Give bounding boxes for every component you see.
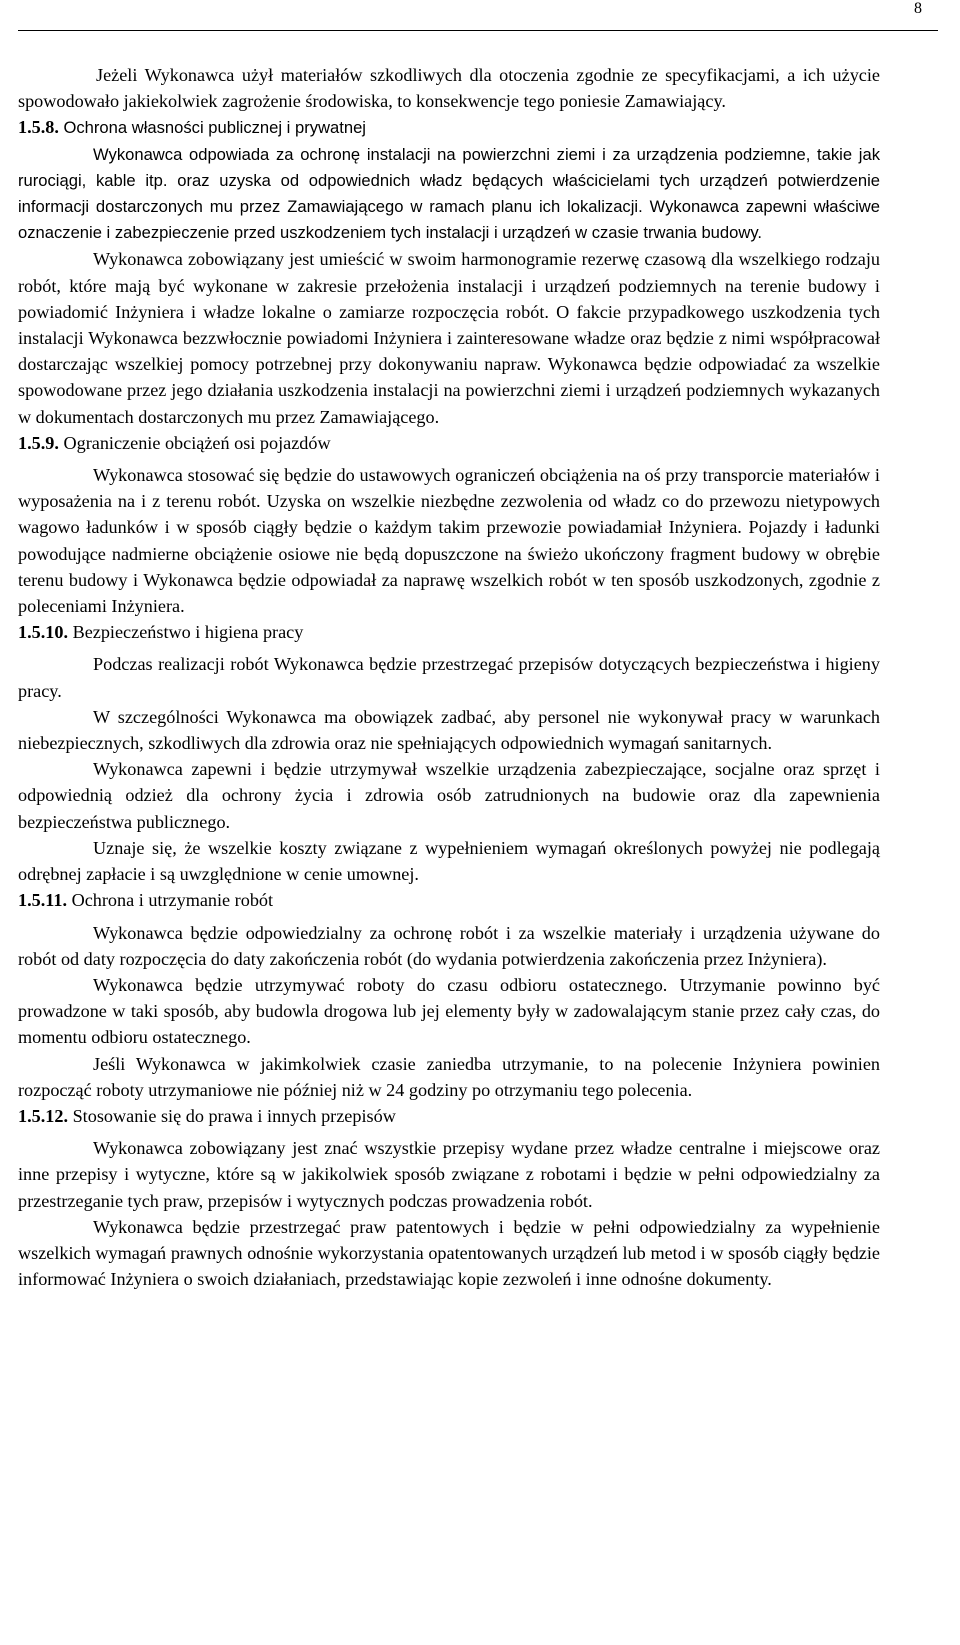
body-paragraph: Wykonawca będzie przestrzegać praw patentowych i będzie w pełni odpowiedzialny za wypełnienie wszelkich wymagań prawnych odnośnie wykorzystania opatentowanych urządzeń lub metod i w sposób ciągły będzie informować Inżyniera o swoich działaniach, przedstawiając kopie zezwoleń i inne odnośne dokumenty.	[18, 1216, 880, 1290]
section-number: 1.5.9.	[18, 432, 59, 453]
section-1-5-9	[18, 430, 880, 619]
intro-paragraph: Jeżeli Wykonawca użył materiałów szkodliwych dla otoczenia zgodnie ze specyfikacjami, a ich użycie spowodowało jakiekolwiek zagrożenie środowiska, to konsekwencje tego poniesie Zamawiający.	[18, 65, 880, 112]
body-paragraph: Jeśli Wykonawca w jakimkolwiek czasie zaniedba utrzymanie, to na polecenie Inżyniera powinien rozpocząć roboty utrzymaniowe nie później niż w 24 godziny po otrzymaniu tego polecenia.	[18, 1053, 880, 1100]
section-1-5-10	[18, 619, 880, 887]
section-1-5-8	[18, 114, 880, 429]
section-heading	[18, 887, 880, 913]
section-heading	[18, 430, 880, 456]
body-paragraph: Wykonawca będzie odpowiedzialny za ochronę robót i za wszelkie materiały i urządzenia używane do robót od daty rozpoczęcia do daty zakończenia robót (do wydania potwierdzenia zakończenia przez Inżyniera).	[18, 922, 880, 969]
header-rule	[18, 30, 938, 31]
body-paragraph: Uznaje się, że wszelkie koszty związane z wypełnieniem wymagań określonych powyżej nie podlegają odrębnej zapłacie i są uwzględnione w cenie umownej.	[18, 837, 880, 885]
section-heading	[18, 1103, 880, 1129]
body-paragraph: Wykonawca zobowiązany jest znać wszystkie przepisy wydane przez władze centralne i miejscowe oraz inne przepisy i wytyczne, które są w jakikolwiek sposób związane z robotami i będzie w pełni odpowiedzialny za przestrzeganie tych praw, przepisów i wytycznych podczas prowadzenia robót.	[18, 1138, 880, 1211]
section-title: Ograniczenie obciążeń osi pojazdów	[63, 432, 331, 453]
section-number: 1.5.8.	[18, 117, 59, 138]
page-number: 8	[914, 0, 922, 17]
section-1-5-11	[18, 887, 880, 1103]
section-title: Stosowanie się do prawa i innych przepisów	[72, 1105, 396, 1126]
body-paragraph: Podczas realizacji robót Wykonawca będzie przestrzegać przepisów dotyczących bezpieczeństwa i higieny pracy.	[18, 654, 880, 701]
section-title: Ochrona własności publicznej i prywatnej	[63, 118, 366, 138]
section-1-5-12	[18, 1103, 880, 1292]
body-paragraph: Wykonawca będzie utrzymywać roboty do czasu odbioru ostatecznego. Utrzymanie powinno być prowadzone w taki sposób, aby budowla drogowa lub jej elementy były w zadowalającym stanie przez cały czas, do momentu odbioru ostatecznego.	[18, 974, 880, 1048]
body-paragraph: Wykonawca stosować się będzie do ustawowych ograniczeń obciążenia na oś przy transporcie materiałów i wyposażenia na i z terenu robót. Uzyska on wszelkie niezbędne zezwolenia od władz co do przewozu nietypowych wagowo ładunków i w sposób ciągły będzie o każdym takim przewozie powiadamiał Inżyniera. Pojazdy i ładunki powodujące nadmierne obciążenie osiowe nie będą dopuszczone na świeżo ukończony fragment budowy w obrębie terenu budowy i Wykonawca będzie odpowiadał za naprawę wszelkich robót w ten sposób uszkodzonych, zgodnie z poleceniami Inżyniera.	[18, 465, 880, 617]
body-paragraph: W szczególności Wykonawca ma obowiązek zadbać, aby personel nie wykonywał pracy w warunkach niebezpiecznych, szkodliwych dla zdrowia oraz nie spełniających odpowiednich wymagań sanitarnych.	[18, 706, 880, 754]
section-number: 1.5.10.	[18, 622, 69, 643]
section-heading	[18, 619, 880, 645]
section-number: 1.5.12.	[18, 1105, 69, 1126]
section-heading	[18, 114, 880, 141]
section-title: Bezpieczeństwo i higiena pracy	[72, 622, 304, 643]
body-paragraph: Wykonawca zobowiązany jest umieścić w swoim harmonogramie rezerwę czasową dla wszelkiego rodzaju robót, które mają być wykonane w zakresie przełożenia instalacji i urządzeń podziemnych na terenie budowy i powiadomić Inżyniera i władze lokalne o zamiarze rozpoczęcia robót. O fakcie przypadkowego uszkodzenia tych instalacji Wykonawca bezzwłocznie powiadomi Inżyniera i zainteresowane władze oraz będzie z nimi współpracował dostarczając wszelkiej pomocy potrzebnej przy dokonywaniu napraw. Wykonawca będzie odpowiadać za wszelkie spowodowane przez jego działania uszkodzenia instalacji na powierzchni ziemi i urządzeń podziemnych wykazanych w dokumentach dostarczonych mu przez Zamawiającego.	[18, 249, 880, 427]
body-paragraph: Wykonawca odpowiada za ochronę instalacji na powierzchni ziemi i za urządzenia podziemne, takie jak rurociągi, kable itp. oraz uzyska od odpowiednich władz będących właścicielami tych urządzeń potwierdzenie informacji dostarczonych mu przez Zamawiającego w ramach planu ich lokalizacji. Wykonawca zapewni właściwe oznaczenie i zabezpieczenie przed uszkodzeniem tych instalacji i urządzeń w czasie trwania budowy.	[18, 144, 880, 243]
section-number: 1.5.11.	[18, 890, 68, 911]
body-paragraph: Wykonawca zapewni i będzie utrzymywał wszelkie urządzenia zabezpieczające, socjalne oraz sprzęt i odpowiednią odzież dla ochrony życia i zdrowia osób zatrudnionych na budowie oraz dla zapewnienia bezpieczeństwa publicznego.	[18, 759, 880, 832]
section-title: Ochrona i utrzymanie robót	[71, 890, 274, 911]
document-body	[18, 62, 880, 1292]
